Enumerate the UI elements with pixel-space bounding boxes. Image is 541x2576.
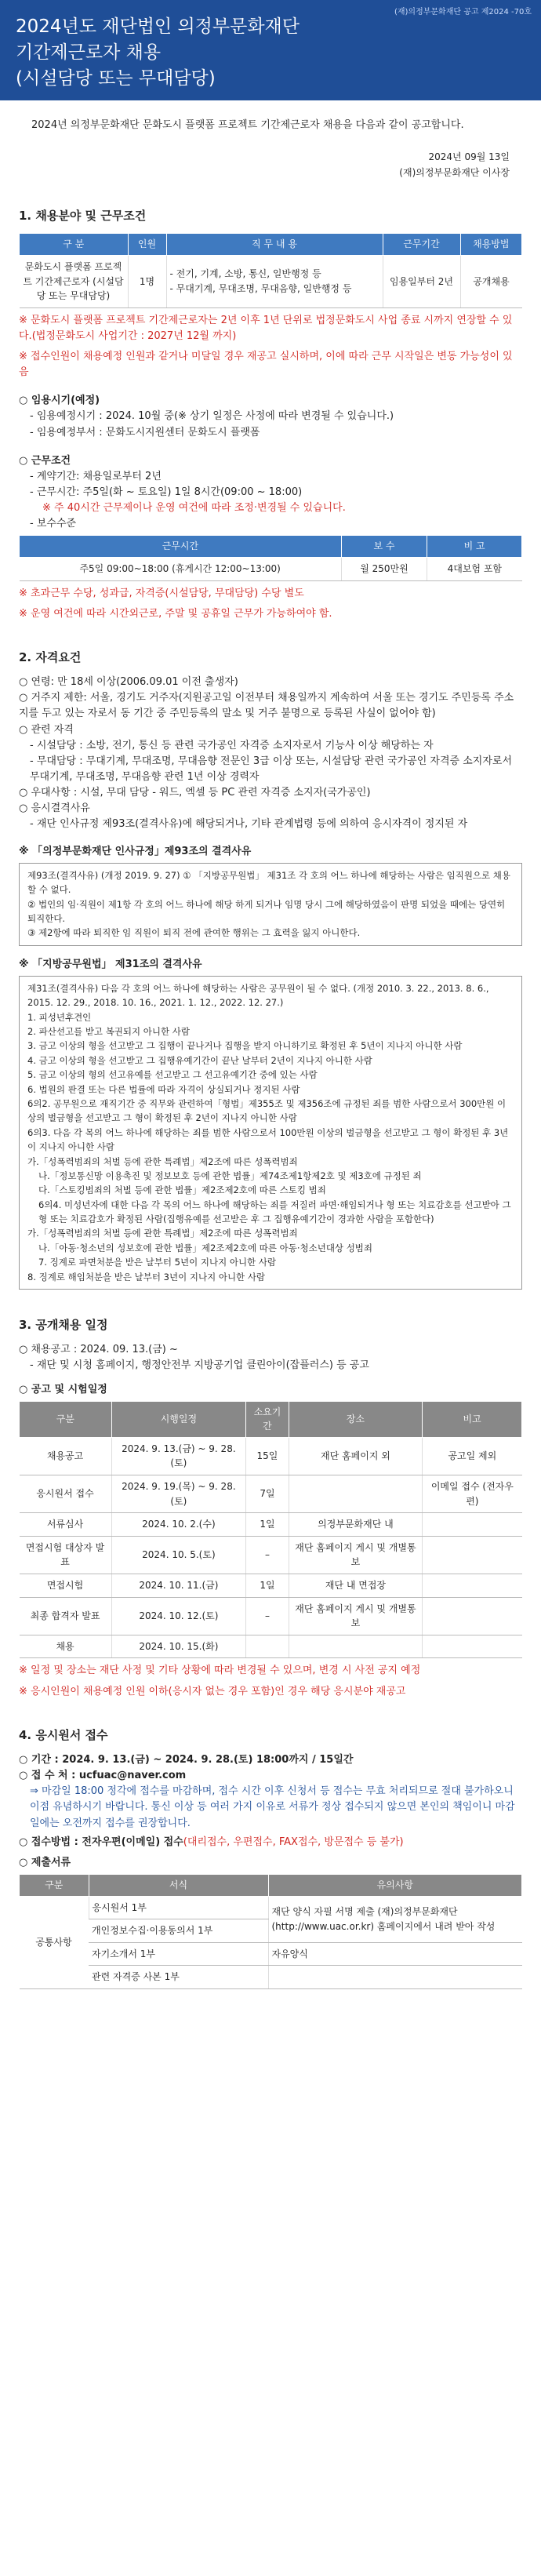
- table-row: 개인정보수집·이용동의서 1부: [20, 1919, 522, 1943]
- table-row: 관련 자격증 사본 1부: [20, 1966, 522, 1989]
- intro: 2024년 의정부문화재단 문화도시 플랫폼 프로젝트 기간제근로자 채용을 다음과 같이 공고합니다.: [31, 119, 464, 131]
- table-row: 최종 합격자 발표 2024. 10. 12.(토) – 재단 홈페이지 게시 및 개별통보: [20, 1597, 522, 1635]
- notice-number: (재)의정부문화재단 공고 제2024 -70호: [394, 8, 532, 16]
- schedule-table: 구분 시행일정 소요기간 장소 비고 채용공고 2024. 9. 13.(금) ~ 9. 28.(토) 15일 재단 홈페이지 외 공고일 제외 응시원서 접수 2024. 9. 19.(목) ~ 9. 28.(토) 7일 이메일 접수 (전자우편) 서류심사 2024. 10. 2.(수) 1일 의정부문화재단 내 면접시험 대상자 발표 2024. 10. 5.(토) – 재단 홈페이지 게시 및 개별통보 면접시험 2024. 10. 11.(금) 1일 재단 내 면접장 최종 합격자 발표 2024. 10. 12.(토) – 재단 홈페이지 게시 및 개별통보 채용 2024. 10. 15.(화): [19, 1401, 522, 1659]
- header-banner: [0, 0, 541, 100]
- page-title: 2024년도 재단법인 의정부문화재단 기간제근로자 채용 (시설담당 또는 무대담당): [16, 16, 300, 89]
- table-row: 면접시험 대상자 발표 2024. 10. 5.(토) – 재단 홈페이지 게시 및 개별통보: [20, 1536, 522, 1574]
- table-row: 채용 2024. 10. 15.(화): [20, 1635, 522, 1658]
- documents-table: 구분 서식 유의사항 공통사항 응시원서 1부 재단 양식 자필 서명 제출 (재)의정부문화재단 (http://www.uac.or.kr) 홈페이지에서 내려 받아 작성 개인정보수집·이용동의서 1부 자기소개서 1부 자유양식 관련 자격증 사본 1부: [19, 1874, 522, 1989]
- table-row: 자기소개서 1부 자유양식: [20, 1942, 522, 1966]
- recruitment-table: 구 분 인원 직 무 내 용 근무기간 채용방법 문화도시 플랫폼 프로젝트 기간제근로자 (시설담당 또는 무대담당) 1명 - 전기, 기계, 소방, 통신, 일반행정 등 - 무대기계, 무대조명, 무대음향, 일반행정 등 임용일부터 2년 공개채용: [19, 233, 522, 307]
- table-row: 응시원서 접수 2024. 9. 19.(목) ~ 9. 28.(토) 7일 이메일 접수 (전자우편): [20, 1475, 522, 1513]
- section-schedule: 3. 공개채용 일정 ○ 채용공고 : 2024. 09. 13.(금) ~ - 재단 및 시청 홈페이지, 행정안전부 지방공기업 클린아이(잡플러스) 등 공고 ○ 공고 및 시험일정 구분 시행일정 소요기간 장소 비고 채용공고 2024. 9. 13.(금) ~ 9. 28.(토) 15일 재단 홈페이지 외 공고일 제외 응시원서 접수 2024. 9. 19.(목) ~ 9. 28.(토) 7일 이메일 접수 (전자우편) 서류심사 2024. 10. 2.(수) 1일 의정부문화재단 내 면접시험 대상자 발표 2024. 10. 5.(토) – 재단 홈페이지 게시 및 개별통보 면접시험 2024. 10. 11.(금) 1일 재단 내 면접장 최종 합격자 발표 2024. 10. 12.(토) – 재단 홈페이지 게시 및 개별통보 채용 2024. 10. 15.(화) ※ 일정 및 장소는 재단 사정 및 기타 상황에 따라 변경될 수 있으며, 변경 시 사전 공지 예정 ※ 응시인원이 채용예정 인원 이하(응시자 없는 경우 포함)인 경우 해당 응시분야 재공고: [0, 1316, 541, 1700]
- pay-table: 근무시간 보 수 비 고 주5일 09:00~18:00 (휴게시간 12:00~13:00) 월 250만원 4대보험 포함: [19, 535, 522, 580]
- section-qualifications: 2. 자격요건 ○ 연령: 만 18세 이상(2006.09.01 이전 출생자) ○ 거주지 제한: 서울, 경기도 거주자(지원공고일 이전부터 채용일까지 계속하여 서울 또는 경기도 주민등록 주소지를 두고 있는 자로서 동 기간 중 주민등록의 말소 및 거주 불명으로 등록된 사실이 없어야 함) ○ 관련 자격 - 시설담당 : 소방, 전기, 통신 등 관련 국가공인 자격증 소지자로서 기능사 이상 해당하는 자 - 무대담당 : 무대기계, 무대조명, 무대음향 전문인 3급 이상 또는, 시설담당 관련 국가공인 자격증 소지자로서 무대기계, 무대조명, 무대음향 관련 1년 이상 경력자 ○ 우대사항 : 시설, 무대 담당 - 워드, 엑셀 등 PC 관련 자격증 소지자(국가공인) ○ 응시결격사유 - 재단 인사규정 제93조(결격사유)에 해당되거나, 기타 관계법령 등에 의하여 응시자격이 정지된 자 ※ 「의정부문화재단 인사규정」제93조의 결격사유 제93조(결격사유) (개정 2019. 9. 27) ① 「지방공무원법」 제31조 각 호의 어느 하나에 해당하는 사람은 임직원으로 채용할 수 없다. ② 법인의 임·직원이 제1항 각 호의 어느 하나에 해당 하게 되거나 임명 당시 그에 해당하였음이 판명 되었을 때에는 당연히 퇴직한다. ③ 제2항에 따라 퇴직한 임 직원이 퇴직 전에 관여한 행위는 그 효력을 잃지 아니한다. ※ 「지방공무원법」 제31조의 결격사유 제31조(결격사유) 다음 각 호의 어느 하나에 해당하는 사람은 공무원이 될 수 없다. (개정 2010. 3. 22., 2013. 8. 6., 2015. 12. 29., 2018. 10. 16., 2021. 1. 12., 2022. 12. 27.) 1. 피성년후견인 2. 파산선고를 받고 복권되지 아니한 사람 3. 금고 이상의 형을 선고받고 그 집행이 끝나거나 집행을 받지 아니하기로 확정된 후 5년이 지나지 아니한 사람 4. 금고 이상의 형을 선고받고 그 집행유예기간이 끝난 날부터 2년이 지나지 아니한 사람 5. 금고 이상의 형의 선고유예를 선고받고 그 선고유예기간 중에 있는 사람 6. 법원의 판결 또는 다른 법률에 따라 자격이 상실되거나 정지된 사람 6의2. 공무원으로 재직기간 중 직무와 관련하여「형법」제355조 및 제356조에 규정된 죄를 범한 사람으로서 300만원 이상의 벌금형을 선고받고 그 형이 확정된 후 2년이 지나지 아니한 사람 6의3. 다음 각 목의 어느 하나에 해당하는 죄를 범한 사람으로서 100만원 이상의 벌금형을 선고받고 그 형이 확정된 후 3년이 지나지 아니한 사람 가.「성폭력범죄의 처벌 등에 관한 특례법」제2조에 따른 성폭력범죄 나.「정보통신망 이용촉진 및 정보보호 등에 관한 법률」제74조제1항제2호 및 제3호에 규정된 죄 다.「스토킹범죄의 처벌 등에 관한 법률」제2조제2호에 따른 스토킹 범죄 6의4. 미성년자에 대한 다음 각 목의 어느 하나에 해당하는 죄를 저질러 파면·해임되거나 형 또는 치료감호를 선고받아 그 형 또는 치료감호가 확정된 사람(집행유예를 선고받은 후 그 집행유예기간이 경과한 사람을 포함한다) 가.「성폭력범죄의 처벌 등에 관한 특례법」제2조에 따른 성폭력범죄 나.「아동·청소년의 성보호에 관한 법률」제2조제2호에 따른 아동·청소년대상 성범죄 7. 징계로 파면처분을 받은 날부터 5년이 지나지 아니한 사람 8. 징계로 해임처분을 받은 날부터 3년이 지나지 아니한 사람: [0, 649, 541, 1290]
- section-recruitment: 1. 채용분야 및 근무조건 구 분 인원 직 무 내 용 근무기간 채용방법 문화도시 플랫폼 프로젝트 기간제근로자 (시설담당 또는 무대담당) 1명 - 전기, 기계, 소방, 통신, 일반행정 등 - 무대기계, 무대조명, 무대음향, 일반행정 등 임용일부터 2년 공개채용 ※ 문화도시 플랫폼 프로젝트 기간제근로자는 2년 이후 1년 단위로 법정문화도시 사업 종료 시까지 연장할 수 있다.(법정문화도시 사업기간 : 2027년 12월 까지) ※ 접수인원이 채용예정 인원과 같거나 미달일 경우 재공고 실시하며, 이에 따라 근무 시작일은 변동 가능성이 있음 ○ 임용시기(예정) - 임용예정시기 : 2024. 10월 중(※ 상기 일정은 사정에 따라 변경될 수 있습니다.) - 임용예정부서 : 문화도시지원센터 문화도시 플랫폼 ○ 근무조건 - 계약기간: 채용일로부터 2년 - 근무시간: 주5일(화 ~ 토요일) 1일 8시간(09:00 ~ 18:00) ※ 주 40시간 근무제이나 운영 여건에 따라 조정·변경될 수 있습니다. - 보수수준 근무시간 보 수 비 고 주5일 09:00~18:00 (휴게시간 12:00~13:00) 월 250만원 4대보험 포함 ※ 초과근무 수당, 성과급, 자격증(시설담당, 무대담당) 수당 별도 ※ 운영 여건에 따라 시간외근로, 주말 및 공휴일 근무가 가능하여야 함.: [0, 207, 541, 622]
- disqualification-box-2: 제31조(결격사유) 다음 각 호의 어느 하나에 해당하는 사람은 공무원이 될 수 없다. (개정 2010. 3. 22., 2013. 8. 6., 2015. 12. 29., 2018. 10. 16., 2021. 1. 12., 2022. 12. 27.) 1. 피성년후견인 2. 파산선고를 받고 복권되지 아니한 사람 3. 금고 이상의 형을 선고받고 그 집행이 끝나거나 집행을 받지 아니하기로 확정된 후 5년이 지나지 아니한 사람 4. 금고 이상의 형을 선고받고 그 집행유예기간이 끝난 날부터 2년이 지나지 아니한 사람 5. 금고 이상의 형의 선고유예를 선고받고 그 선고유예기간 중에 있는 사람 6. 법원의 판결 또는 다른 법률에 따라 자격이 상실되거나 정지된 사람 6의2. 공무원으로 재직기간 중 직무와 관련하여「형법」제355조 및 제356조에 규정된 죄를 범한 사람으로서 300만원 이상의 벌금형을 선고받고 그 형이 확정된 후 2년이 지나지 아니한 사람 6의3. 다음 각 목의 어느 하나에 해당하는 죄를 범한 사람으로서 100만원 이상의 벌금형을 선고받고 그 형이 확정된 후 3년이 지나지 아니한 사람 가.「성폭력범죄의 처벌 등에 관한 특례법」제2조에 따른 성폭력범죄 나.「정보통신망 이용촉진 및 정보보호 등에 관한 법률」제74조제1항제2호 및 제3호에 규정된 죄 다.「스토킹범죄의 처벌 등에 관한 법률」제2조제2호에 따른 스토킹 범죄 6의4. 미성년자에 대한 다음 각 목의 어느 하나에 해당하는 죄를 저질러 파면·해임되거나 형 또는 치료감호를 선고받아 그 형 또는 치료감호가 확정된 사람(집행유예를 선고받은 후 그 집행유예기간이 경과한 사람을 포함한다) 가.「성폭력범죄의 처벌 등에 관한 특례법」제2조에 따른 성폭력범죄 나.「아동·청소년의 성보호에 관한 법률」제2조제2호에 따른 아동·청소년대상 성범죄 7. 징계로 파면처분을 받은 날부터 5년이 지나지 아니한 사람 8. 징계로 해임처분을 받은 날부터 3년이 지나지 아니한 사람: [19, 976, 522, 1290]
- email-address[interactable]: ○ 접 수 처 : ucfuac@naver.com: [19, 1770, 187, 1782]
- notice-date: 2024년 09월 13일 (재)의정부문화재단 이사장: [399, 151, 510, 179]
- disqualification-box-1: 제93조(결격사유) (개정 2019. 9. 27) ① 「지방공무원법」 제31조 각 호의 어느 하나에 해당하는 사람은 임직원으로 채용할 수 없다. ② 법인의 임·직원이 제1항 각 호의 어느 하나에 해당 하게 되거나 임명 당시 그에 해당하였음이 판명 되었을 때에는 당연히 퇴직한다. ③ 제2항에 따라 퇴직한 임 직원이 퇴직 전에 관여한 행위는 그 효력을 잃지 아니한다.: [19, 863, 522, 946]
- section-application: 4. 응시원서 접수 ○ 기간 : 2024. 9. 13.(금) ~ 2024. 9. 28.(토) 18:00까지 / 15일간 ○ 접 수 처 : ucfuac@naver.com ⇒ 마감일 18:00 정각에 접수를 마감하며, 접수 시간 이후 신청서 등 접수는 무효 처리되므로 절대 불가하오니 이점 유념하시기 바랍니다. 통신 이상 등 여러 가지 이유로 서류가 정상 접수되지 않으면 본인의 책임이니 마감일에는 오전까지 접수를 권장합니다. ○ 접수방법 : 전자우편(이메일) 접수(대리접수, 우편접수, FAX접수, 방문접수 등 불가) ○ 제출서류 구분 서식 유의사항 공통사항 응시원서 1부 재단 양식 자필 서명 제출 (재)의정부문화재단 (http://www.uac.or.kr) 홈페이지에서 내려 받아 작성 개인정보수집·이용동의서 1부 자기소개서 1부 자유양식 관련 자격증 사본 1부: [0, 1726, 541, 1989]
- table-row: 공통사항 응시원서 1부 재단 양식 자필 서명 제출 (재)의정부문화재단 (http://www.uac.or.kr) 홈페이지에서 내려 받아 작성: [20, 1896, 522, 1919]
- table-row: 서류심사 2024. 10. 2.(수) 1일 의정부문화재단 내: [20, 1513, 522, 1537]
- table-row: 면접시험 2024. 10. 11.(금) 1일 재단 내 면접장: [20, 1574, 522, 1598]
- table-row: 채용공고 2024. 9. 13.(금) ~ 9. 28.(토) 15일 재단 홈페이지 외 공고일 제외: [20, 1437, 522, 1475]
